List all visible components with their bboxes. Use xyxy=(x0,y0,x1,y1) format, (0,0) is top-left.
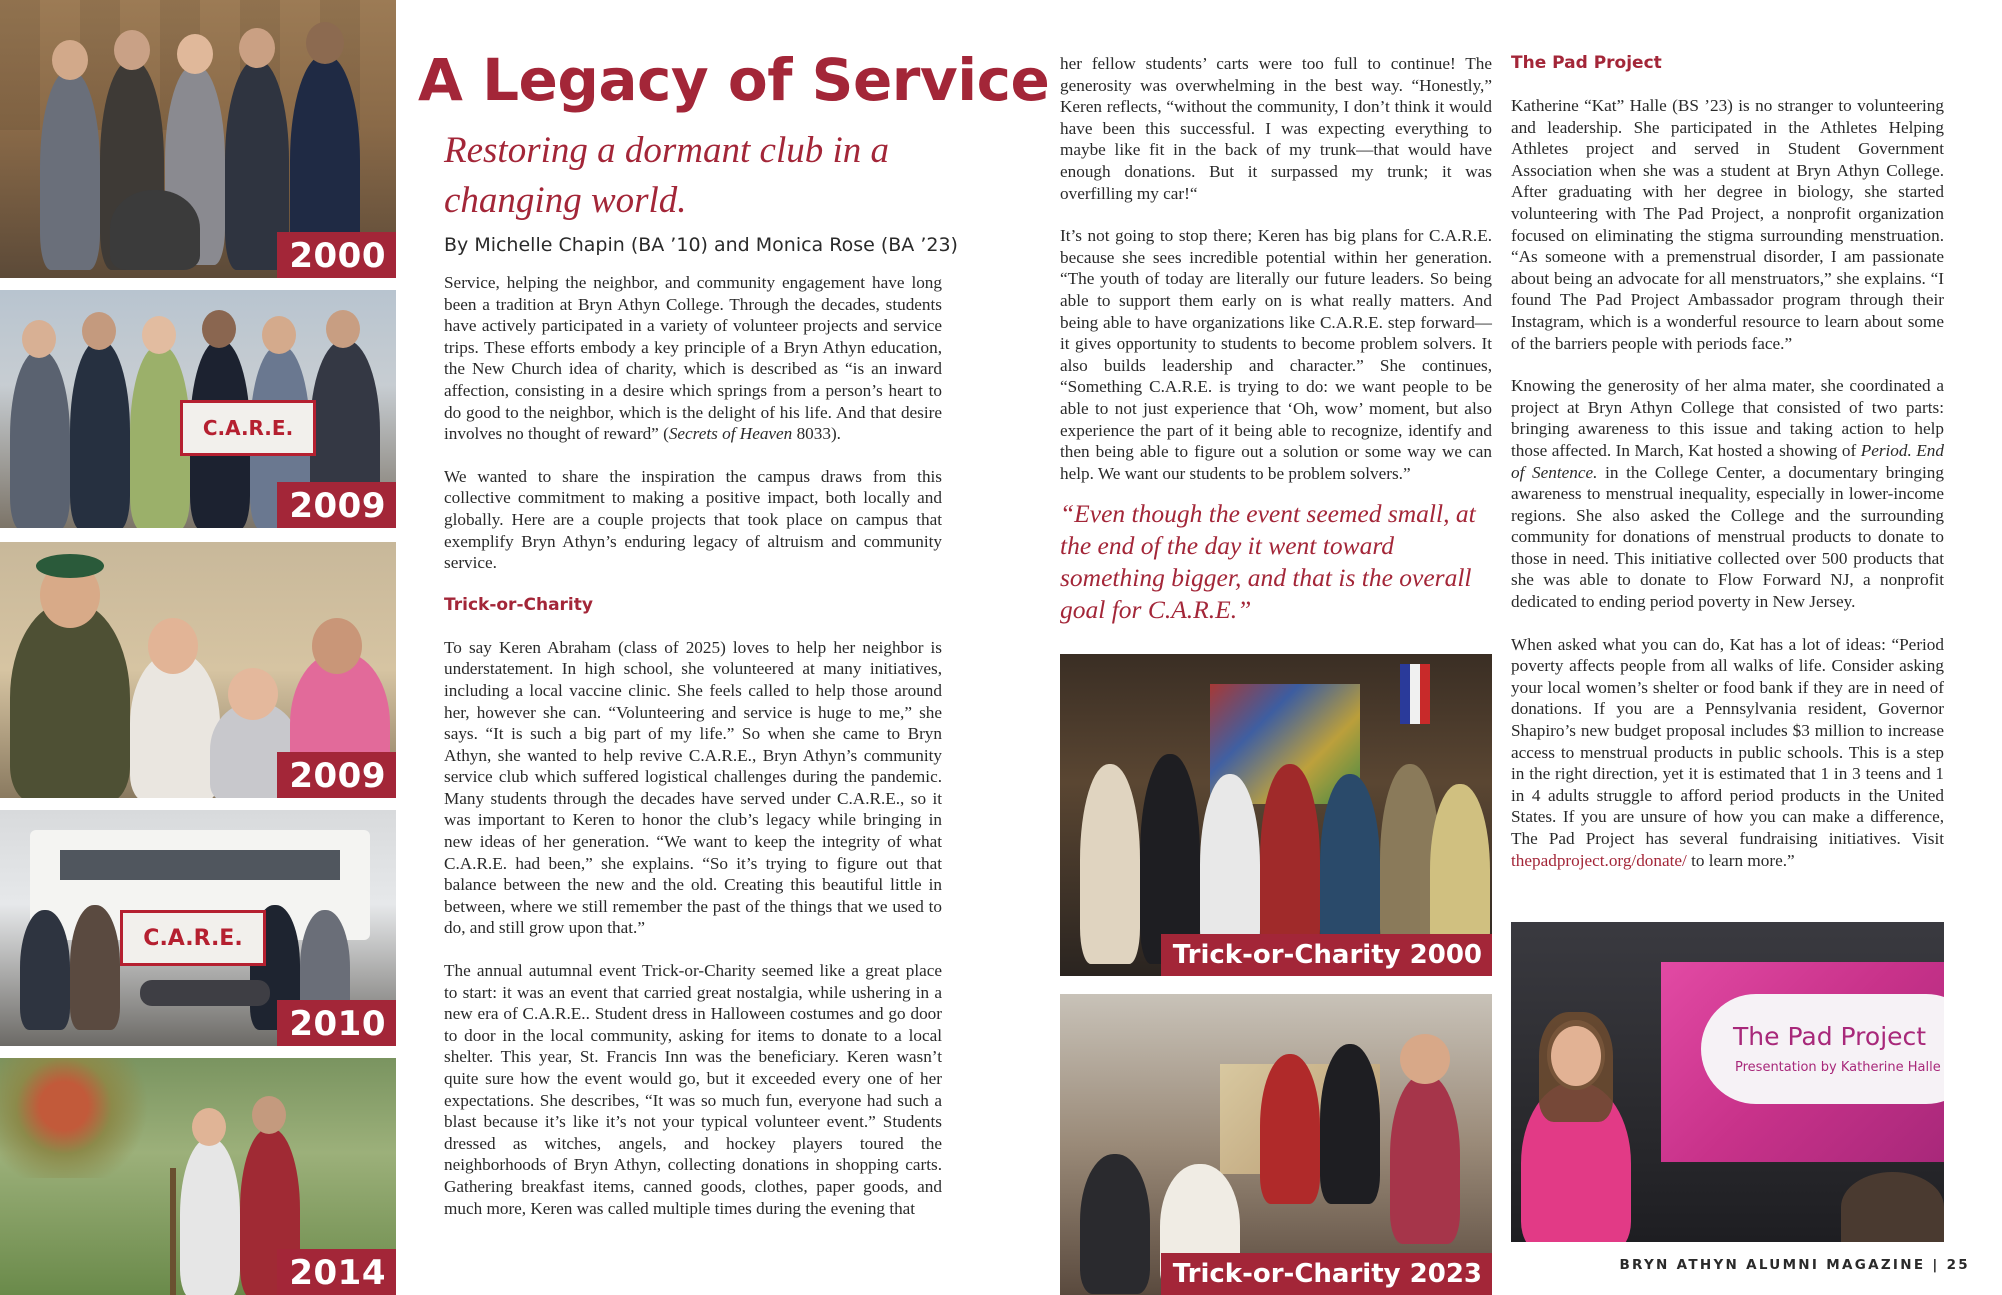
care-banner-text: C.A.R.E. xyxy=(202,416,294,440)
article-title: A Legacy of Service xyxy=(418,46,1050,114)
film-title: Period. End of Sentence. xyxy=(1511,440,1944,482)
column-1 xyxy=(444,272,942,1240)
pad-screen-title: The Pad Project xyxy=(1733,1022,1927,1051)
column-2 xyxy=(1060,53,1492,505)
year-label-2010: 2010 xyxy=(277,1000,396,1046)
pull-quote: “Even though the event seemed small, at the end of the day it went toward something bigger, and that is the overall goal for C.A.R.E.” xyxy=(1060,499,1476,624)
photo-2000 xyxy=(0,0,396,278)
paragraph-keren: To say Keren Abraham (class of 2025) loves to help her neighbor is understatement. In high school, she volunteered at many initiatives, including a local vaccine clinic. She feels called to help those around her, however she can. “Volunteering and service is huge to me,” she says. “It is such a big part of my life.” So when she came to Bryn Athyn, she wanted to help revive C.A.R.E., Bryn Athyn’s community service club which suffered logistical challenges during the pandemic. Many students through the decades have served under C.A.R.E., so it was important to Keren to honor the club’s legacy while bringing in new ideas of her generation. “We want to keep the integrity of what C.A.R.E. had been,” she explains. “So it’s trying to figure out that balance between the new and the old. Creating this beautiful little in between, where we still remember the past of the things that we used to do, and still grow upon that.” xyxy=(444,637,942,938)
photo-2014 xyxy=(0,1058,396,1295)
paragraph-event: The annual autumnal event Trick-or-Charity seemed like a great place to start: it was an event that carried great nostalgia, while ushering in a new era of C.A.R.E.. Student dress in Halloween costumes and go door to door in the local community, asking for items to donate to a local shelter. This year, St. Francis Inn was the beneficiary. Keren wasn’t quite sure how the event would go, but it exceeded every one of her expectations. She describes, “It was so much fun, everyone had such a blast because it’s like it’s not your typical volunteer event.” Students dressed as witches, angels, and hockey players toured the neighborhoods of Bryn Athyn, collecting donations in shopping carts. Gathering breakfast items, canned goods, clothes, paper goods, and much more, Keren was called multiple times during the evening that xyxy=(444,961,942,1218)
paragraph-ideas: When asked what you can do, Kat has a lot of ideas: “Period poverty affects people from all walks of life. Consider asking your local women’s shelter or food bank if they are in need of donations. If you are a Pennsylvania resident, Governor Shapiro’s new budget proposal includes $3 million to increase access to menstrual products in public schools. This is a step in the right direction, yet it is estimated that 1 in 3 teens and 1 in 4 adults struggle to afford period products in the United States. If you are unsure of how you can make a difference, The Pad Project has several fundraising initiatives. Visit thepadproject.org/donate/ to learn more.” xyxy=(1511,634,1944,870)
paragraph-inspiration: We wanted to share the inspiration the campus draws from this collective commitment to making a positive impact, both locally and globally. Here are a couple projects that took place on campus that exemplify Bryn Athyn’s enduring legacy of altruism and community service. xyxy=(444,466,942,573)
paragraph-carts: her fellow students’ carts were too full to continue! The generosity was overwhelming in the best way. “Honestly,” Keren reflects, “without the community, I don’t think it would have been this successful. I was expecting everything to maybe like fit in the back of my trunk—that would have enough donations. But it surpassed my trunk; it was overfilling my car!“ xyxy=(1060,54,1492,203)
paragraph-alma-mater: Knowing the generosity of her alma mater, she coordinated a project at Bryn Athyn College that consisted of two parts: bringing awareness to this issue and taking action to help those affected. In March, Kat hosted a showing of Period. End of Sentence. in the College Center, a documentary bringing awareness to menstrual inequality, especially in lower-income regions. She also asked the College and the surrounding community for donations of menstrual products to donate to those in need. This initiative collected over 500 products that she was able to donate to Flow Forward NJ, a nonprofit dedicated to ending period poverty in New Jersey. xyxy=(1511,376,1944,612)
caption-trick-or-charity-2023: Trick-or-Charity 2023 xyxy=(1161,1253,1492,1295)
subhead-pad-project: The Pad Project xyxy=(1511,53,1662,73)
article-dek: Restoring a dormant club in a changing world. xyxy=(444,130,890,221)
year-label-2009b: 2009 xyxy=(277,752,396,798)
photo-pad-project-presentation xyxy=(1511,922,1944,1242)
photo-2010 xyxy=(0,810,396,1046)
paragraph-plans: It’s not going to stop there; Keren has big plans for C.A.R.E. because she sees incredible potential within her generation. “The youth of today are literally our future leaders. So being able to support them early on is what really matters. And being able to have organizations like C.A.R.E. step forward—it gives opportunity to students to become problem solvers. It also builds leadership and character.” She continues, “Something C.A.R.E. is trying to do: we want people to be able to not just experience that ‘Oh, wow’ moment, but also experience the part of it being able to recognize, identify and then being able to figure out a solution or some way we can help. We want our students to be problem solvers.” xyxy=(1060,226,1492,483)
photo-2009-indoor xyxy=(0,542,396,798)
donate-link[interactable]: thepadproject.org/donate/ xyxy=(1511,850,1687,870)
article-byline: By Michelle Chapin (BA ’10) and Monica Rose (BA ’23) xyxy=(444,234,958,256)
photo-trick-or-charity-2000 xyxy=(1060,654,1492,976)
paragraph-kat: Katherine “Kat” Halle (BS ’23) is no stranger to volunteering and leadership. She participated in the Athletes Helping Athletes project and served in Student Government Association when she was a student at Bryn Athyn College. After graduating with her degree in biology, she started volunteering with The Pad Project, a nonprofit organization focused on eliminating the stigma surrounding menstruation. “As someone with a premenstrual disorder, I am passionate about being an advocate for all menstruators,” she explains. “I found The Pad Project Ambassador program through their Instagram, which is a wonderful resource to learn about some of the barriers people with periods face.” xyxy=(1511,96,1944,353)
care-banner-text-2010: C.A.R.E. xyxy=(143,925,243,951)
page-footer: BRYN ATHYN ALUMNI MAGAZINE | 25 xyxy=(1619,1257,1970,1273)
citation-title: Secrets of Heaven xyxy=(668,424,793,444)
caption-trick-or-charity-2000: Trick-or-Charity 2000 xyxy=(1161,934,1492,976)
year-label-2000: 2000 xyxy=(277,232,396,278)
subhead-trick-or-charity: Trick-or-Charity xyxy=(444,594,593,615)
photo-2009-group xyxy=(0,290,396,528)
year-label-2009a: 2009 xyxy=(277,482,396,528)
paragraph-intro: Service, helping the neighbor, and community engagement have long been a tradition at Bryn Athyn College. Through the decades, students have actively participated in a variety of volunteer projects and service trips. These efforts embody a key principle of a Bryn Athyn education, the New Church idea of charity, which is described as “is an inward affection, consisting in a desire which springs from a person’s heart to do good to the neighbor, which is the delight of his life. And that desire involves no thought of reward” (Secrets of Heaven 8033). xyxy=(444,273,942,444)
pad-screen-subtitle: Presentation by Katherine Halle xyxy=(1735,1060,1941,1075)
photo-trick-or-charity-2023 xyxy=(1060,994,1492,1295)
column-3 xyxy=(1511,53,1944,892)
year-label-2014: 2014 xyxy=(277,1249,396,1295)
